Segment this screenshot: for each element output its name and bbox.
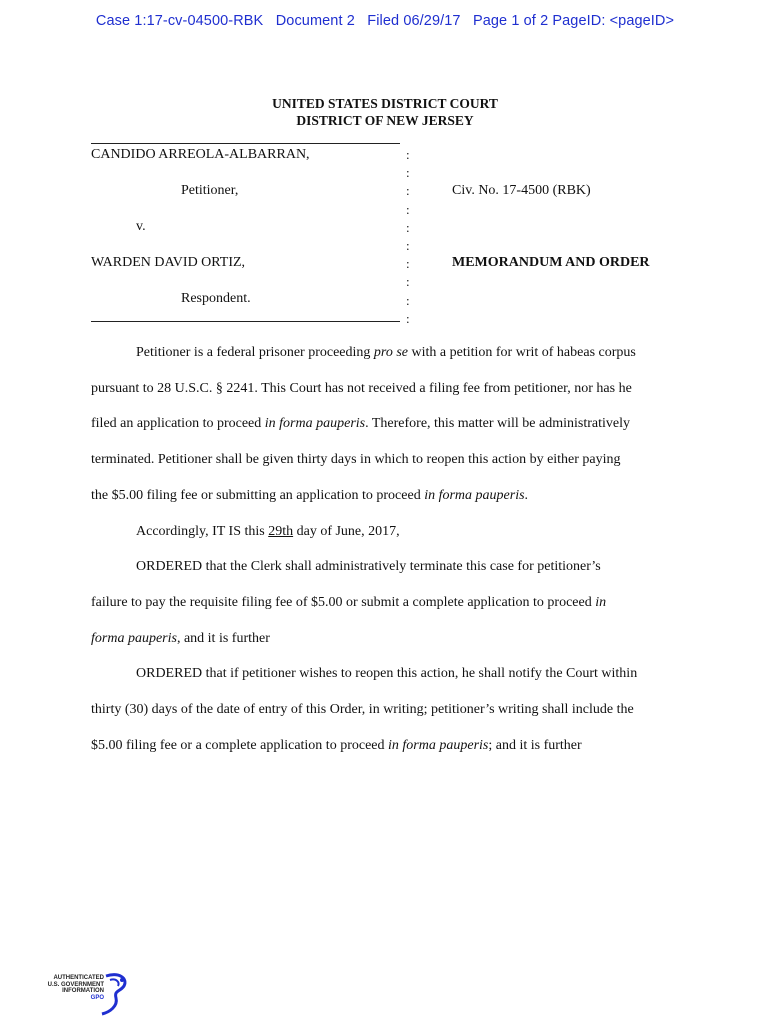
paragraph-4-line: $5.00 filing fee or a complete application to proceed in forma pauperis; and it is further xyxy=(91,737,582,753)
paragraph-1-line: pursuant to 28 U.S.C. § 2241. This Court has not received a filing fee from petitioner, nor has he xyxy=(91,380,632,396)
paragraph-1-line: the $5.00 filing fee or submitting an application to proceed in forma pauperis. xyxy=(91,487,529,503)
document-title: MEMORANDUM AND ORDER xyxy=(452,255,650,270)
gpo-authentication-seal: AUTHENTICATED U.S. GOVERNMENT INFORMATION GPO xyxy=(44,970,134,1018)
paragraph-2-line: Accordingly, IT IS this 29th day of June, 2017, xyxy=(136,523,400,539)
court-district: DISTRICT OF NEW JERSEY xyxy=(296,113,474,128)
paragraph-3-line: ORDERED that the Clerk shall administratively terminate this case for petitioner’s xyxy=(136,559,601,575)
civil-number: Civ. No. 17-4500 (RBK) xyxy=(452,183,591,198)
paragraph-1-line: terminated. Petitioner shall be given thirty days in which to reopen this action by either paying xyxy=(91,452,621,468)
paragraph-4-line: ORDERED that if petitioner wishes to reopen this action, he shall notify the Court within xyxy=(136,666,638,682)
court-heading xyxy=(0,95,770,129)
paragraph-1-line: filed an application to proceed in forma pauperis. Therefore, this matter will be administratively xyxy=(91,416,630,432)
paragraph-1-line: Petitioner is a federal prisoner proceeding pro se with a petition for writ of habeas corpus xyxy=(136,345,636,360)
court-name: UNITED STATES DISTRICT COURT xyxy=(272,96,498,111)
petitioner-role: Petitioner, xyxy=(181,183,239,198)
paragraph-4-line: thirty (30) days of the date of entry of this Order, in writing; petitioner’s writing shall include the xyxy=(91,702,634,717)
caption-top-rule xyxy=(91,143,400,144)
petitioner-name: CANDIDO ARREOLA-ALBARRAN, xyxy=(91,147,310,162)
paragraph-3-line: forma pauperis, and it is further xyxy=(91,630,270,646)
document-header: Case 1:17-cv-04500-RBK Document 2 Filed 06/29/17 Page 1 of 2 PageID: <pageID> xyxy=(95,13,675,29)
versus: v. xyxy=(136,219,146,234)
eagle-icon xyxy=(44,970,134,1018)
paragraph-3-line: failure to pay the requisite filing fee of $5.00 or submit a complete application to proceed in xyxy=(91,594,607,610)
caption-colon-column: : : : : : : : : : : xyxy=(406,147,410,326)
respondent-role: Respondent. xyxy=(181,291,251,306)
respondent-name: WARDEN DAVID ORTIZ, xyxy=(91,255,246,270)
caption-bottom-rule xyxy=(91,321,400,322)
